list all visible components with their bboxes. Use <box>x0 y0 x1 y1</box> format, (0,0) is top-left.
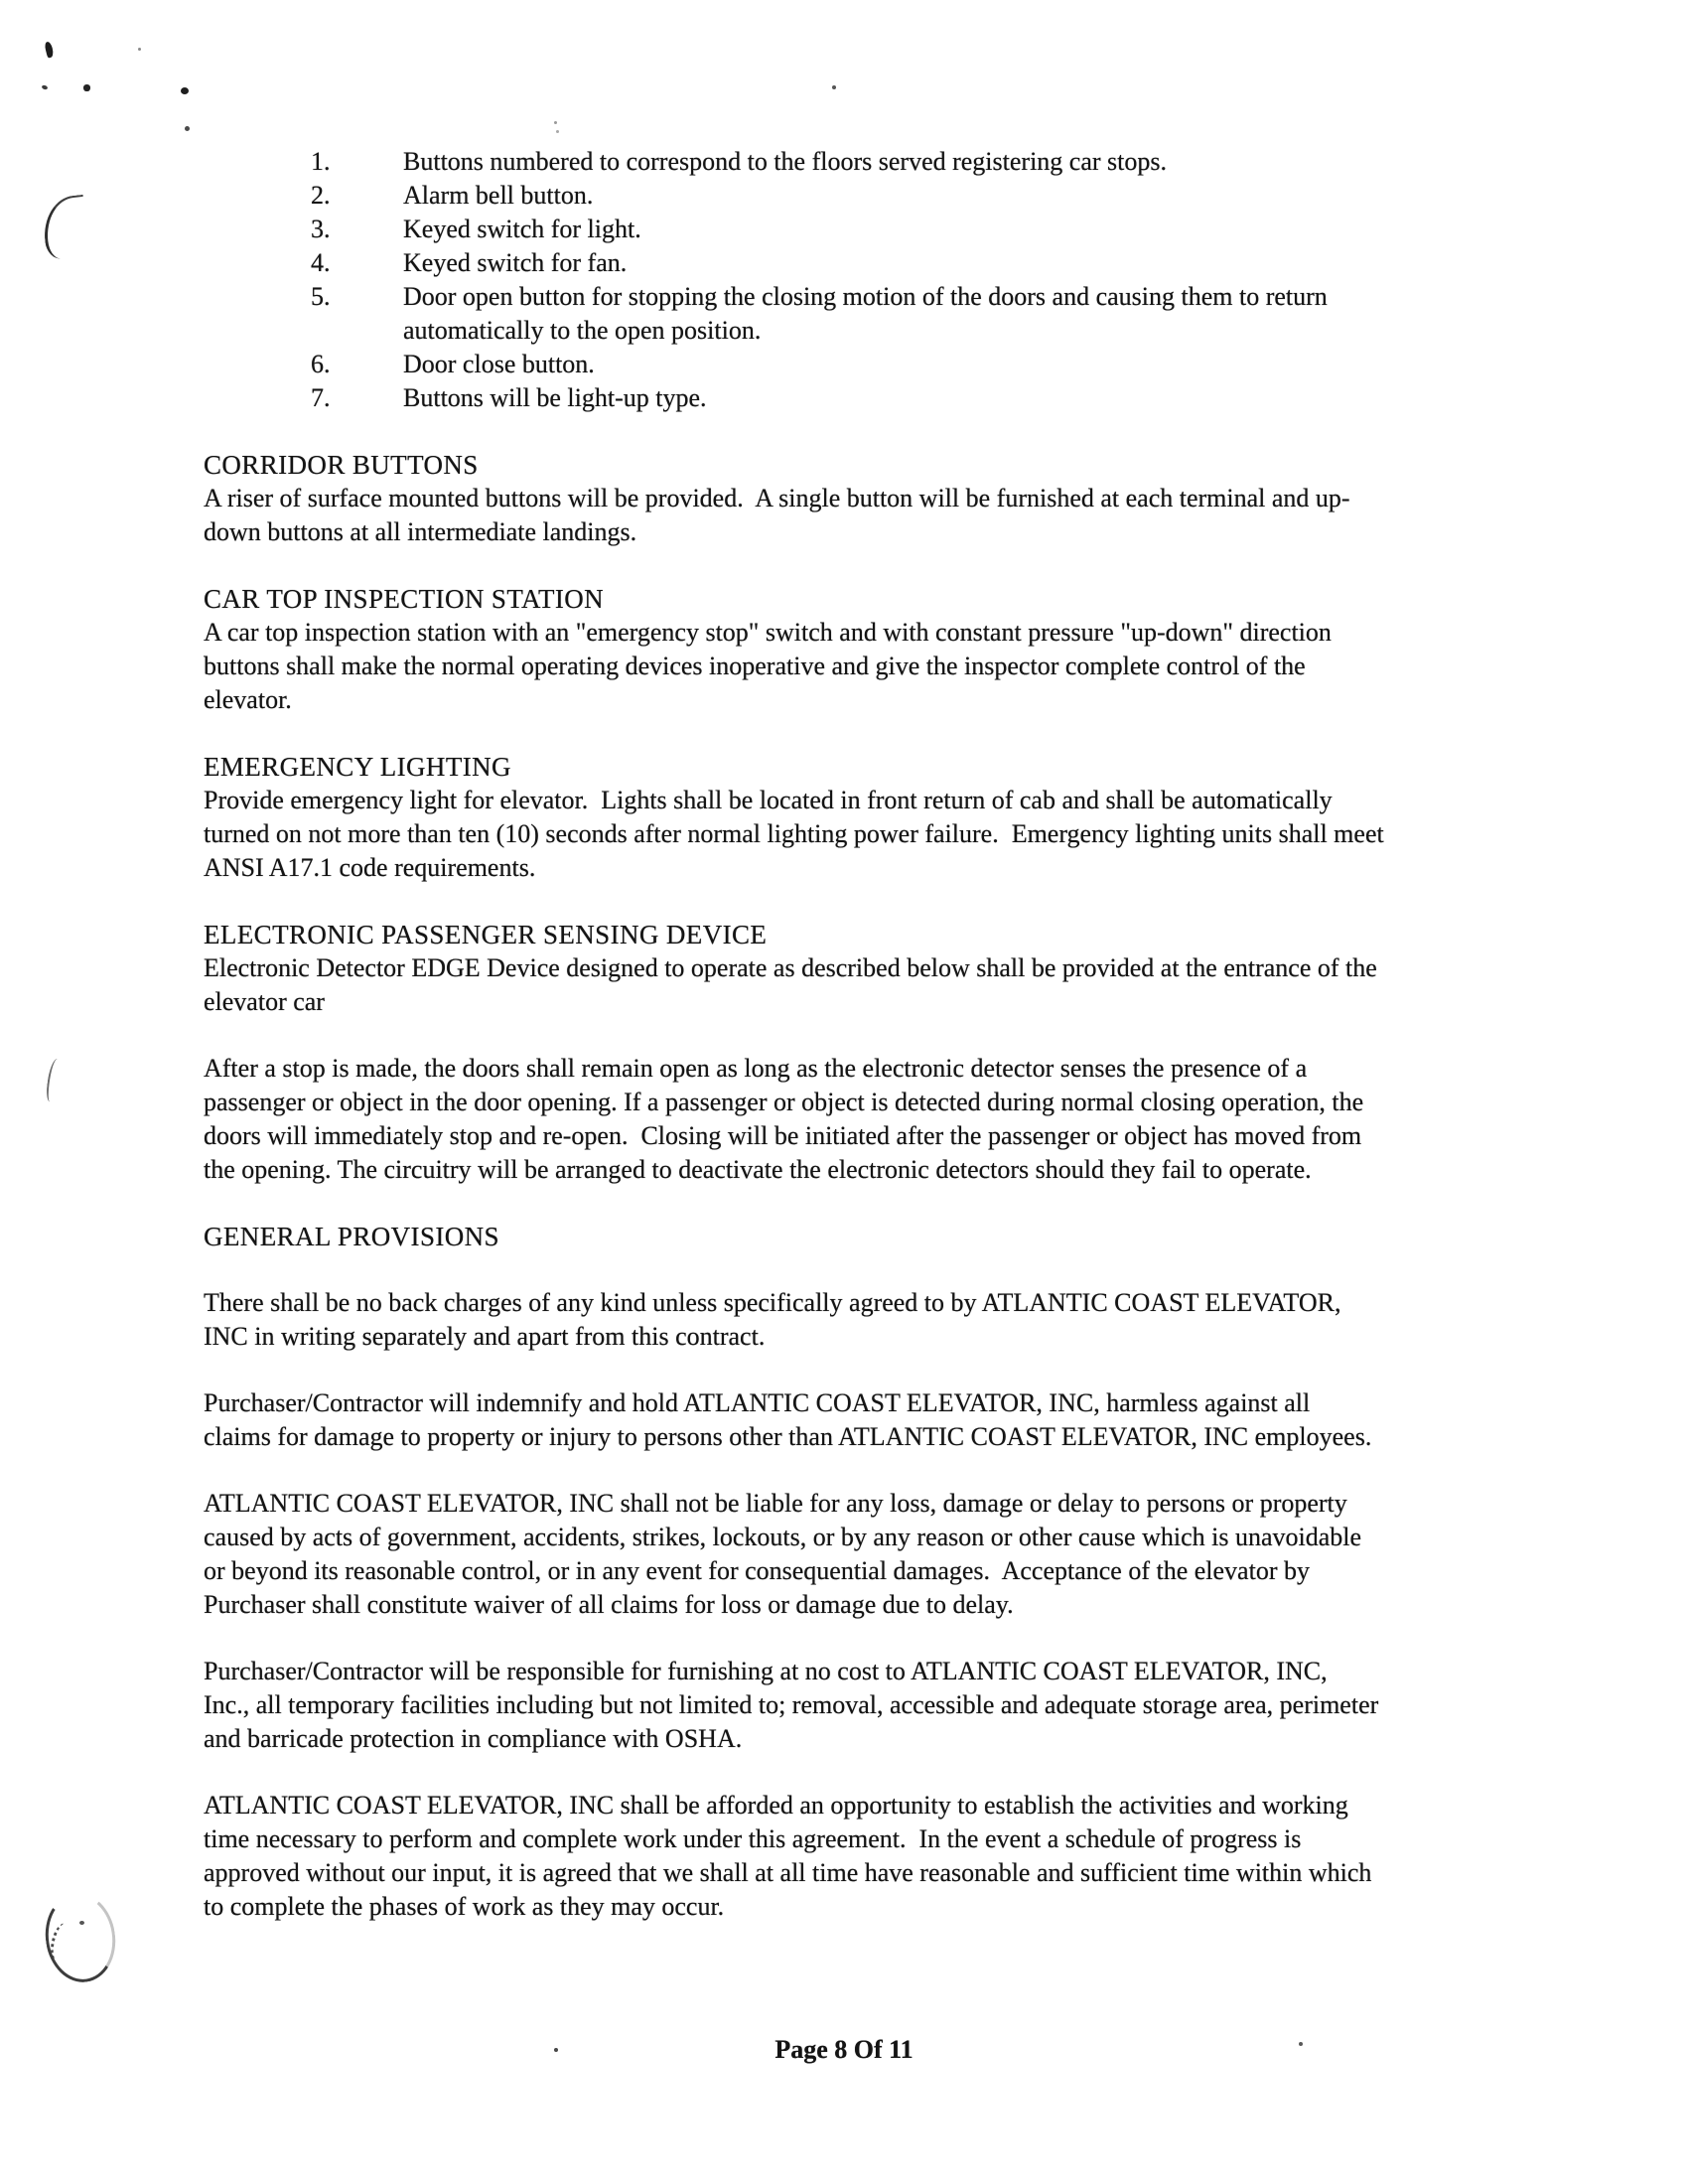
paragraph-line: Purchaser shall constitute waiver of all claims for loss or damage due to delay. <box>204 1590 1014 1619</box>
list-item-number: 4. <box>311 248 331 277</box>
paragraph-line: elevator. <box>204 685 292 714</box>
specification-sections <box>204 448 1574 1924</box>
paragraph <box>204 1655 1574 1756</box>
document-content <box>204 145 1574 1924</box>
list-item-text-line: Keyed switch for fan. <box>403 248 628 277</box>
section-heading: GENERAL PROVISIONS <box>204 1222 499 1251</box>
paragraph-line: Inc., all temporary facilities including but not limited to; removal, accessible and adequate storage area, perimeter <box>204 1690 1379 1719</box>
paragraph-line: the opening. The circuitry will be arranged to deactivate the electronic detectors should they fail to operate. <box>204 1155 1312 1184</box>
paragraph-line: doors will immediately stop and re-open. Closing will be initiated after the passenger or object has moved from <box>204 1121 1362 1150</box>
paragraph-line: Purchaser/Contractor will indemnify and hold ATLANTIC COAST ELEVATOR, INC, harmless against all <box>204 1388 1311 1417</box>
ink-speck-icon <box>185 126 190 131</box>
list-item <box>204 145 1574 179</box>
list-item-text-line: Keyed switch for light. <box>403 215 641 243</box>
pen-squiggle-icon <box>45 1058 66 1103</box>
list-item-text-line: automatically to the open position. <box>403 316 762 345</box>
list-item-text-line: Buttons will be light-up type. <box>403 383 707 412</box>
section-emergency-lighting <box>204 750 1574 885</box>
paragraph <box>204 1789 1574 1924</box>
section-heading: ELECTRONIC PASSENGER SENSING DEVICE <box>204 920 768 949</box>
ink-speck-icon <box>138 48 141 51</box>
paragraph-line: Electronic Detector EDGE Device designed to operate as described below shall be provided at the entrance of the <box>204 953 1377 982</box>
paragraph-line: or beyond its reasonable control, or in any event for consequential damages. Acceptance of the elevator by <box>204 1556 1310 1585</box>
page-footer <box>0 2034 1688 2066</box>
paragraph-line: A car top inspection station with an "emergency stop" switch and with constant pressure "up-down" direction <box>204 618 1332 647</box>
list-item-number: 6. <box>311 350 331 378</box>
list-item-text <box>403 179 1574 213</box>
paragraph-line: turned on not more than ten (10) seconds after normal lighting power failure. Emergency lighting units shall meet <box>204 819 1384 848</box>
ink-speck-icon <box>554 121 557 124</box>
list-item-number: 1. <box>311 147 331 176</box>
list-item-number: 5. <box>311 282 331 311</box>
paragraph-line: Purchaser/Contractor will be responsible for furnishing at no cost to ATLANTIC COAST ELEVATOR, INC, <box>204 1657 1328 1685</box>
paragraph-line: time necessary to perform and complete work under this agreement. In the event a schedule of progress is <box>204 1824 1302 1853</box>
paragraph <box>204 1286 1574 1354</box>
list-item-number: 3. <box>311 215 331 243</box>
paragraph <box>204 951 1574 1019</box>
list-item <box>204 348 1574 381</box>
list-item <box>204 179 1574 213</box>
paragraph-line: There shall be no back charges of any kind unless specifically agreed to by ATLANTIC COAST ELEVATOR, <box>204 1288 1341 1317</box>
paragraph-line: to complete the phases of work as they may occur. <box>204 1892 725 1921</box>
paragraph <box>204 784 1574 885</box>
paragraph-line: elevator car <box>204 987 325 1016</box>
list-item-number: 2. <box>311 181 331 210</box>
paragraph-line: passenger or object in the door opening. If a passenger or object is detected during normal closing operation, the <box>204 1088 1364 1116</box>
cab-operating-panel-list <box>204 145 1574 415</box>
list-item-text-line: Alarm bell button. <box>403 181 594 210</box>
paragraph-line: ANSI A17.1 code requirements. <box>204 853 536 882</box>
list-item <box>204 280 1574 348</box>
paragraph <box>204 1487 1574 1622</box>
section-corridor-buttons <box>204 448 1574 549</box>
ink-speck-icon <box>79 1921 84 1925</box>
list-item-text <box>403 381 1574 415</box>
section-heading: EMERGENCY LIGHTING <box>204 752 511 782</box>
section-heading: CAR TOP INSPECTION STATION <box>204 584 605 614</box>
list-item-text <box>403 145 1574 179</box>
list-item-text <box>403 280 1574 348</box>
paragraph-line: INC in writing separately and apart from this contract. <box>204 1322 766 1351</box>
ink-speck-icon <box>832 85 836 89</box>
section-general-provisions <box>204 1220 1574 1924</box>
paragraph-line: caused by acts of government, accidents, strikes, lockouts, or by any reason or other cause which is unavoidable <box>204 1523 1362 1551</box>
paragraph-line: After a stop is made, the doors shall remain open as long as the electronic detector senses the presence of a <box>204 1054 1308 1083</box>
paragraph <box>204 1386 1574 1454</box>
section-heading: CORRIDOR BUTTONS <box>204 450 479 480</box>
paragraph <box>204 616 1574 717</box>
page-number-label: Page 8 Of 11 <box>774 2035 914 2064</box>
paragraph <box>204 1052 1574 1187</box>
pen-paren-mark-icon <box>41 195 89 260</box>
paragraph-line: Provide emergency light for elevator. Lights shall be located in front return of cab and shall be automatically <box>204 786 1333 814</box>
paragraph-line: approved without our input, it is agreed that we shall at all time have reasonable and sufficient time within which <box>204 1858 1372 1887</box>
list-item <box>204 246 1574 280</box>
section-electronic-passenger-sensing-device <box>204 918 1574 1187</box>
ink-speck-icon <box>83 84 90 91</box>
paragraph-line: A riser of surface mounted buttons will be provided. A single button will be furnished at each terminal and up- <box>204 484 1350 512</box>
section-car-top-inspection-station <box>204 582 1574 717</box>
list-item-text-line: Buttons numbered to correspond to the floors served registering car stops. <box>403 147 1167 176</box>
paragraph <box>204 482 1574 549</box>
paragraph-line: down buttons at all intermediate landings. <box>204 517 637 546</box>
list-item-text <box>403 246 1574 280</box>
list-item-text <box>403 213 1574 246</box>
ink-speck-icon <box>181 87 189 94</box>
paragraph-line: buttons shall make the normal operating devices inoperative and give the inspector complete control of the <box>204 652 1306 680</box>
ink-speck-icon <box>44 41 55 58</box>
paragraph-line: ATLANTIC COAST ELEVATOR, INC shall be afforded an opportunity to establish the activities and working <box>204 1791 1348 1820</box>
list-item <box>204 381 1574 415</box>
list-item-text <box>403 348 1574 381</box>
ink-speck-icon <box>41 84 48 90</box>
list-item-text-line: Door close button. <box>403 350 595 378</box>
paragraph-line: and barricade protection in compliance with OSHA. <box>204 1724 743 1753</box>
list-item-text-line: Door open button for stopping the closing motion of the doors and causing them to return <box>403 282 1328 311</box>
paragraph-line: ATLANTIC COAST ELEVATOR, INC shall not be liable for any loss, damage or delay to persons or property <box>204 1489 1347 1518</box>
list-item-number: 7. <box>311 383 331 412</box>
paragraph-line: claims for damage to property or injury to persons other than ATLANTIC COAST ELEVATOR, INC employees. <box>204 1422 1372 1451</box>
list-item <box>204 213 1574 246</box>
